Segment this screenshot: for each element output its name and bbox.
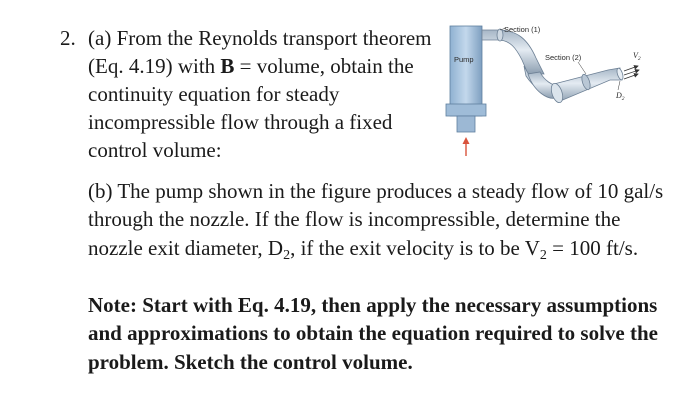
v2-label: $V_2$ (633, 51, 641, 62)
pump-base (446, 104, 486, 116)
part-b-sub-1: 2 (283, 247, 291, 263)
part-a-text-2: = volume, obtain the continuity equation for steady incompressible flow through a fixed control volume: (88, 54, 414, 162)
part-a-label: (a) (88, 26, 112, 50)
pump-label: Pump (454, 55, 474, 64)
inlet-pipe (457, 116, 475, 132)
section-1-label: Section (1) (504, 25, 541, 34)
section-1-ring (497, 29, 503, 41)
problem-part-b (88, 177, 678, 262)
part-b-text-2: , if the exit velocity is to be V (290, 235, 540, 260)
section-2-label: Section (2) (545, 53, 582, 62)
pump-body (450, 26, 482, 116)
d2-label: $D_2$ (616, 91, 625, 102)
part-b-text-1: (b) The pump shown in the figure produces a steady flow of 10 gal/s through the nozzle. If the flow is incompressible, determine the nozzle exit diameter, D (88, 179, 664, 260)
part-b-sub-2: 2 (539, 247, 547, 263)
d2-leader (618, 81, 620, 90)
section-2-leader (578, 62, 586, 74)
pump-nozzle-figure (436, 18, 666, 163)
exit-flow-arrow-1 (624, 66, 638, 71)
inlet-flow-arrowhead (463, 137, 470, 144)
exit-flow-arrow-3 (624, 74, 638, 79)
problem-number: 2. (60, 26, 76, 50)
problem-note: Note: Start with Eq. 4.19, then apply the necessary assumptions and approximations to obtain the equation required to solve the problem. Sketch the control volume. (88, 293, 658, 374)
problem-part-a (88, 24, 450, 164)
part-a-text-1: From the Reynolds transport theorem (Eq. 4.19) with (88, 26, 432, 78)
part-a-symbol: B (220, 54, 235, 78)
outlet-pipe (482, 30, 544, 74)
part-b-text-3: = 100 ft/s. (552, 235, 639, 260)
